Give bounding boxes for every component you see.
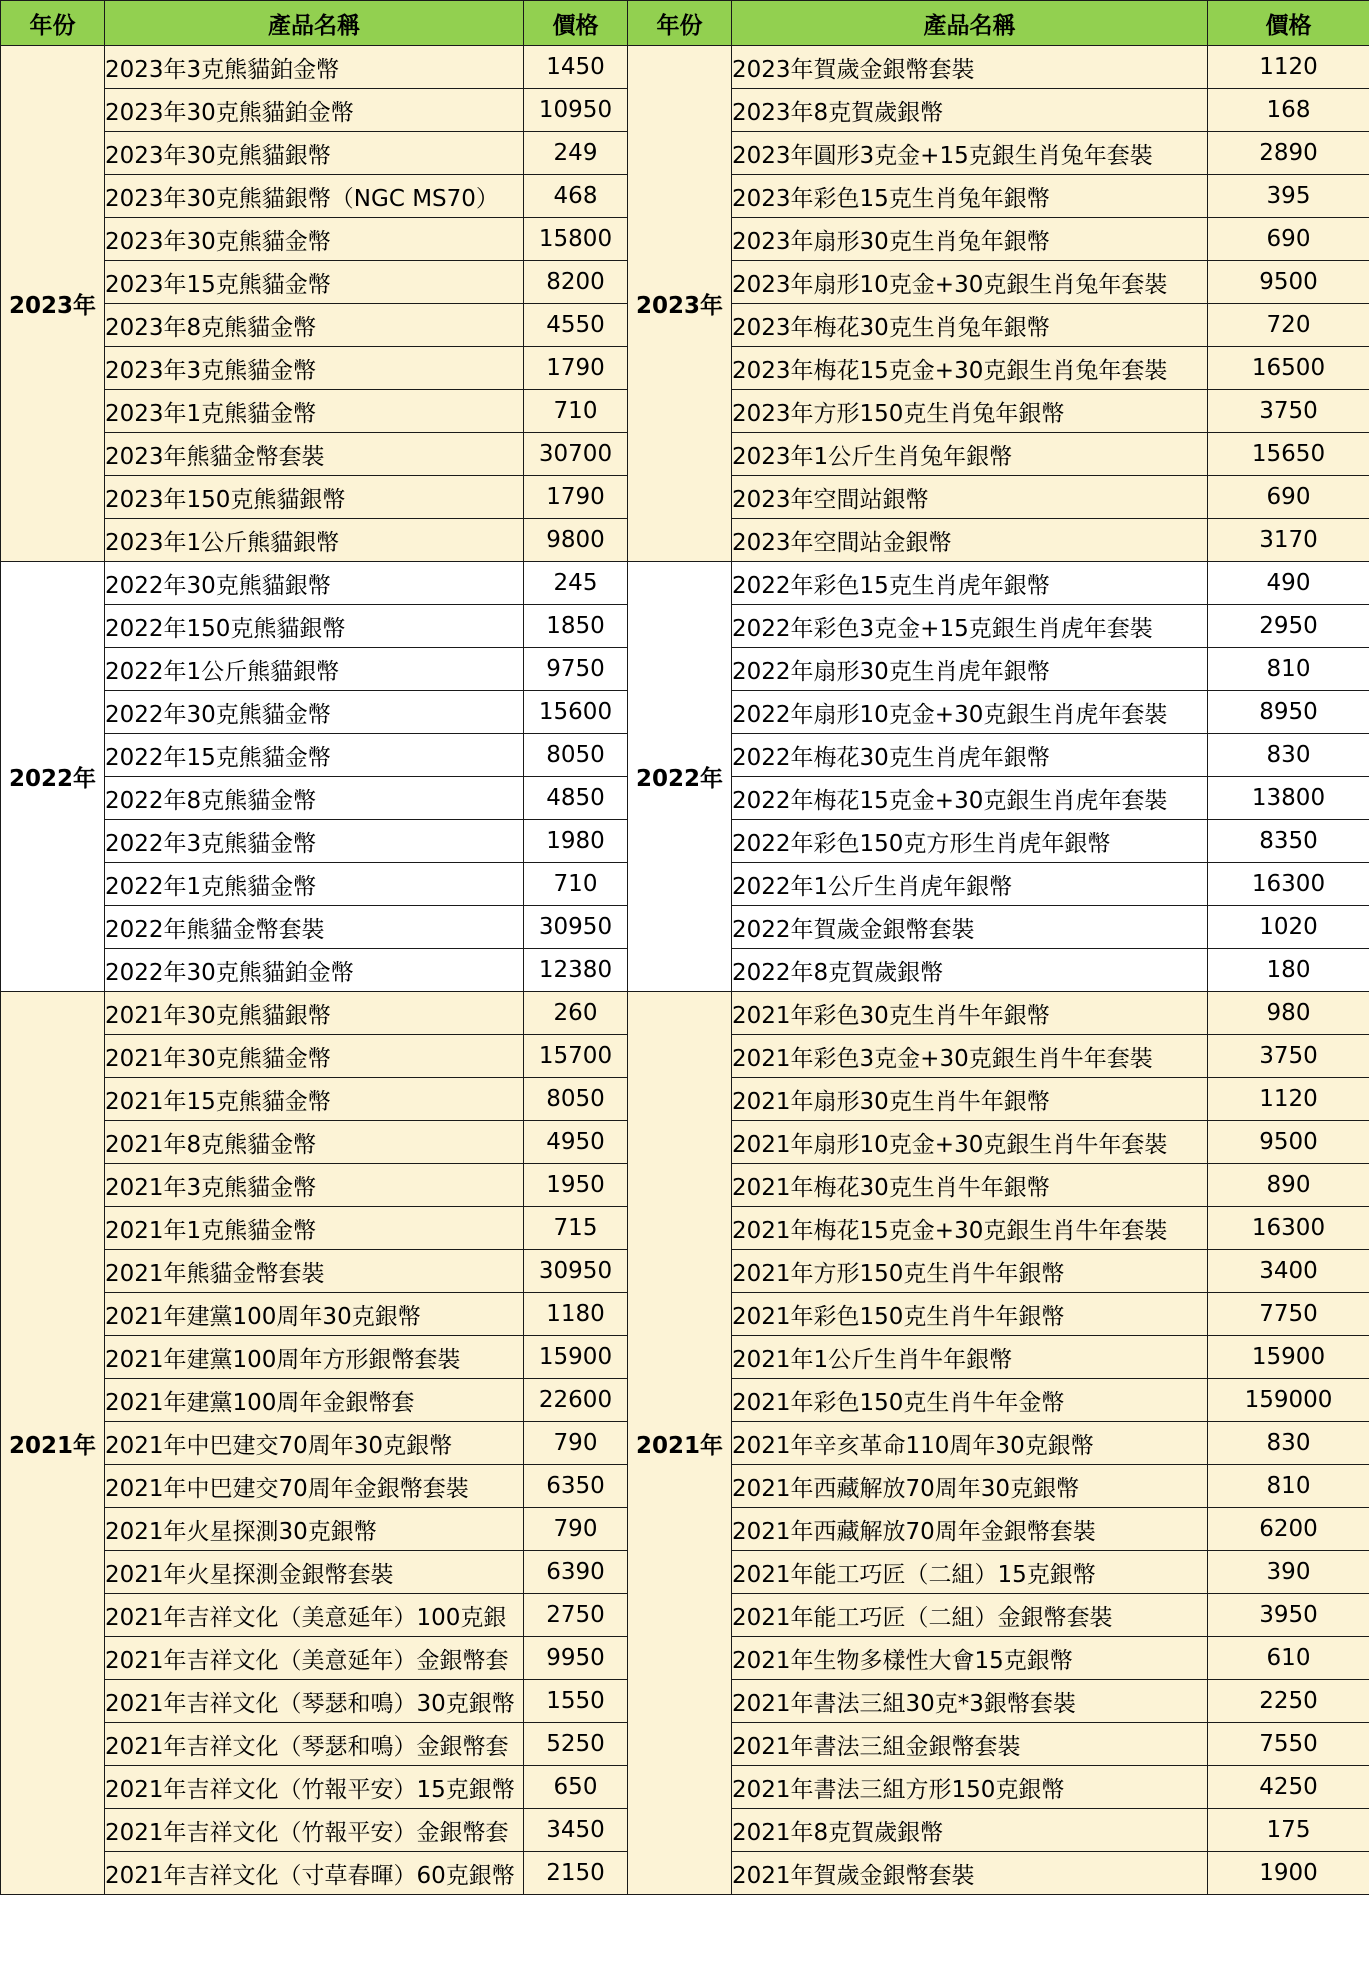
- product-name-cell-right: 2021年書法三組金銀幣套裝: [732, 1723, 1208, 1766]
- price-cell: 2150: [524, 1852, 628, 1895]
- price-cell: 5250: [524, 1723, 628, 1766]
- product-name-cell: 2021年中巴建交70周年金銀幣套裝: [105, 1465, 524, 1508]
- product-name-cell-right: 2023年梅花30克生肖兔年銀幣: [732, 304, 1208, 347]
- price-cell: 710: [524, 390, 628, 433]
- price-cell: 15900: [524, 1336, 628, 1379]
- price-cell-right: 8950: [1208, 691, 1369, 734]
- header-row: [1, 1, 1369, 46]
- price-cell: 15700: [524, 1035, 628, 1078]
- price-cell-right: 1020: [1208, 906, 1369, 949]
- price-cell-right: 4250: [1208, 1766, 1369, 1809]
- price-cell-right: 1120: [1208, 46, 1369, 89]
- product-name-cell: 2021年吉祥文化（美意延年）100克銀: [105, 1594, 524, 1637]
- product-name-cell: 2022年3克熊貓金幣: [105, 820, 524, 863]
- product-name-cell-right: 2022年梅花15克金+30克銀生肖虎年套裝: [732, 777, 1208, 820]
- price-cell: 6390: [524, 1551, 628, 1594]
- price-cell: 30950: [524, 906, 628, 949]
- product-name-cell: 2021年30克熊貓金幣: [105, 1035, 524, 1078]
- product-name-cell-right: 2022年賀歲金銀幣套裝: [732, 906, 1208, 949]
- product-name-cell-right: 2023年扇形10克金+30克銀生肖兔年套裝: [732, 261, 1208, 304]
- price-cell-right: 175: [1208, 1809, 1369, 1852]
- price-cell: 260: [524, 992, 628, 1035]
- price-cell: 710: [524, 863, 628, 906]
- price-cell: 1550: [524, 1680, 628, 1723]
- product-name-cell: 2022年30克熊貓鉑金幣: [105, 949, 524, 992]
- price-cell-right: 13800: [1208, 777, 1369, 820]
- product-name-cell: 2022年15克熊貓金幣: [105, 734, 524, 777]
- price-cell: 3450: [524, 1809, 628, 1852]
- price-cell-right: 3170: [1208, 519, 1369, 562]
- header-year: 年份: [1, 1, 105, 46]
- product-name-cell-right: 2021年西藏解放70周年金銀幣套裝: [732, 1508, 1208, 1551]
- price-cell: 1180: [524, 1293, 628, 1336]
- price-cell: 650: [524, 1766, 628, 1809]
- product-name-cell: 2021年30克熊貓銀幣: [105, 992, 524, 1035]
- product-name-cell: 2023年3克熊貓鉑金幣: [105, 46, 524, 89]
- price-cell: 790: [524, 1508, 628, 1551]
- product-name-cell-right: 2021年生物多樣性大會15克銀幣: [732, 1637, 1208, 1680]
- product-name-cell-right: 2021年扇形30克生肖牛年銀幣: [732, 1078, 1208, 1121]
- product-name-cell-right: 2023年梅花15克金+30克銀生肖兔年套裝: [732, 347, 1208, 390]
- price-cell: 15800: [524, 218, 628, 261]
- price-cell: 30950: [524, 1250, 628, 1293]
- product-name-cell-right: 2021年8克賀歲銀幣: [732, 1809, 1208, 1852]
- product-name-cell: 2021年吉祥文化（竹報平安）15克銀幣: [105, 1766, 524, 1809]
- price-cell: 2750: [524, 1594, 628, 1637]
- product-name-cell-right: 2021年彩色150克生肖牛年金幣: [732, 1379, 1208, 1422]
- price-cell-right: 16300: [1208, 1207, 1369, 1250]
- table-row: [1, 46, 1369, 89]
- product-name-cell: 2021年8克熊貓金幣: [105, 1121, 524, 1164]
- price-cell: 1790: [524, 347, 628, 390]
- table-row: [1, 562, 1369, 605]
- product-name-cell-right: 2023年扇形30克生肖兔年銀幣: [732, 218, 1208, 261]
- price-cell-right: 390: [1208, 1551, 1369, 1594]
- header-price: 價格: [524, 1, 628, 46]
- product-name-cell-right: 2023年空間站金銀幣: [732, 519, 1208, 562]
- price-cell-right: 6200: [1208, 1508, 1369, 1551]
- price-cell: 4850: [524, 777, 628, 820]
- product-name-cell-right: 2022年梅花30克生肖虎年銀幣: [732, 734, 1208, 777]
- product-name-cell: 2023年30克熊貓鉑金幣: [105, 89, 524, 132]
- product-name-cell-right: 2021年書法三組30克*3銀幣套裝: [732, 1680, 1208, 1723]
- price-cell: 10950: [524, 89, 628, 132]
- product-name-cell-right: 2021年彩色30克生肖牛年銀幣: [732, 992, 1208, 1035]
- product-name-cell: 2023年1克熊貓金幣: [105, 390, 524, 433]
- table-body: [1, 46, 1369, 1895]
- price-cell: 1980: [524, 820, 628, 863]
- price-cell-right: 1900: [1208, 1852, 1369, 1895]
- price-cell: 468: [524, 175, 628, 218]
- price-cell-right: 7750: [1208, 1293, 1369, 1336]
- product-name-cell: 2021年吉祥文化（竹報平安）金銀幣套: [105, 1809, 524, 1852]
- price-cell-right: 490: [1208, 562, 1369, 605]
- price-cell-right: 16300: [1208, 863, 1369, 906]
- price-cell-right: 2950: [1208, 605, 1369, 648]
- product-name-cell-right: 2022年彩色150克方形生肖虎年銀幣: [732, 820, 1208, 863]
- product-name-cell-right: 2022年1公斤生肖虎年銀幣: [732, 863, 1208, 906]
- product-name-cell-right: 2022年扇形30克生肖虎年銀幣: [732, 648, 1208, 691]
- price-cell: 8050: [524, 1078, 628, 1121]
- price-cell-right: 3400: [1208, 1250, 1369, 1293]
- product-name-cell-right: 2023年賀歲金銀幣套裝: [732, 46, 1208, 89]
- price-cell-right: 7550: [1208, 1723, 1369, 1766]
- product-name-cell-right: 2023年彩色15克生肖兔年銀幣: [732, 175, 1208, 218]
- product-name-cell-right: 2021年1公斤生肖牛年銀幣: [732, 1336, 1208, 1379]
- product-name-cell: 2021年火星探測30克銀幣: [105, 1508, 524, 1551]
- price-cell: 9800: [524, 519, 628, 562]
- price-cell: 715: [524, 1207, 628, 1250]
- price-cell-right: 610: [1208, 1637, 1369, 1680]
- product-name-cell-right: 2022年彩色3克金+15克銀生肖虎年套裝: [732, 605, 1208, 648]
- price-cell-right: 1120: [1208, 1078, 1369, 1121]
- product-name-cell-right: 2021年梅花30克生肖牛年銀幣: [732, 1164, 1208, 1207]
- product-name-cell: 2023年8克熊貓金幣: [105, 304, 524, 347]
- price-cell: 1790: [524, 476, 628, 519]
- price-cell: 6350: [524, 1465, 628, 1508]
- product-name-cell: 2021年建黨100周年30克銀幣: [105, 1293, 524, 1336]
- product-name-cell: 2022年150克熊貓銀幣: [105, 605, 524, 648]
- product-name-cell: 2023年30克熊貓金幣: [105, 218, 524, 261]
- product-name-cell-right: 2021年扇形10克金+30克銀生肖牛年套裝: [732, 1121, 1208, 1164]
- product-name-cell: 2023年1公斤熊貓銀幣: [105, 519, 524, 562]
- product-name-cell: 2021年熊貓金幣套裝: [105, 1250, 524, 1293]
- price-cell: 8200: [524, 261, 628, 304]
- product-name-cell: 2021年吉祥文化（寸草春暉）60克銀幣: [105, 1852, 524, 1895]
- product-name-cell: 2021年吉祥文化（美意延年）金銀幣套: [105, 1637, 524, 1680]
- product-name-cell-right: 2023年圓形3克金+15克銀生肖兔年套裝: [732, 132, 1208, 175]
- product-name-cell: 2022年1克熊貓金幣: [105, 863, 524, 906]
- product-name-cell: 2021年吉祥文化（琴瑟和鳴）金銀幣套: [105, 1723, 524, 1766]
- table-row: [1, 992, 1369, 1035]
- price-cell-right: 180: [1208, 949, 1369, 992]
- product-name-cell-right: 2021年方形150克生肖牛年銀幣: [732, 1250, 1208, 1293]
- price-cell: 249: [524, 132, 628, 175]
- price-cell: 9750: [524, 648, 628, 691]
- product-name-cell-right: 2021年彩色150克生肖牛年銀幣: [732, 1293, 1208, 1336]
- year-cell-right: 2021年: [628, 992, 732, 1895]
- price-cell-right: 830: [1208, 734, 1369, 777]
- price-cell-right: 810: [1208, 1465, 1369, 1508]
- product-name-cell: 2022年30克熊貓銀幣: [105, 562, 524, 605]
- price-cell-right: 690: [1208, 476, 1369, 519]
- product-name-cell-right: 2023年1公斤生肖兔年銀幣: [732, 433, 1208, 476]
- header-name-right: 產品名稱: [732, 1, 1208, 46]
- product-name-cell-right: 2021年能工巧匠（二組）金銀幣套裝: [732, 1594, 1208, 1637]
- price-cell-right: 830: [1208, 1422, 1369, 1465]
- year-cell: 2023年: [1, 46, 105, 562]
- product-name-cell-right: 2021年辛亥革命110周年30克銀幣: [732, 1422, 1208, 1465]
- product-name-cell-right: 2021年梅花15克金+30克銀生肖牛年套裝: [732, 1207, 1208, 1250]
- price-cell-right: 890: [1208, 1164, 1369, 1207]
- price-cell: 12380: [524, 949, 628, 992]
- product-name-cell-right: 2021年書法三組方形150克銀幣: [732, 1766, 1208, 1809]
- product-name-cell: 2021年火星探測金銀幣套裝: [105, 1551, 524, 1594]
- price-cell-right: 2250: [1208, 1680, 1369, 1723]
- price-cell-right: 16500: [1208, 347, 1369, 390]
- product-name-cell-right: 2021年賀歲金銀幣套裝: [732, 1852, 1208, 1895]
- price-cell-right: 15650: [1208, 433, 1369, 476]
- product-name-cell: 2023年3克熊貓金幣: [105, 347, 524, 390]
- product-name-cell: 2022年30克熊貓金幣: [105, 691, 524, 734]
- price-cell-right: 3950: [1208, 1594, 1369, 1637]
- price-cell-right: 690: [1208, 218, 1369, 261]
- price-cell-right: 980: [1208, 992, 1369, 1035]
- product-name-cell-right: 2023年方形150克生肖兔年銀幣: [732, 390, 1208, 433]
- price-cell-right: 159000: [1208, 1379, 1369, 1422]
- price-cell: 30700: [524, 433, 628, 476]
- price-cell: 790: [524, 1422, 628, 1465]
- price-cell: 8050: [524, 734, 628, 777]
- product-name-cell: 2021年1克熊貓金幣: [105, 1207, 524, 1250]
- product-name-cell: 2021年15克熊貓金幣: [105, 1078, 524, 1121]
- price-cell: 9950: [524, 1637, 628, 1680]
- year-cell-right: 2023年: [628, 46, 732, 562]
- product-name-cell-right: 2022年8克賀歲銀幣: [732, 949, 1208, 992]
- product-name-cell: 2023年30克熊貓銀幣（NGC MS70）: [105, 175, 524, 218]
- year-cell: 2022年: [1, 562, 105, 992]
- price-cell: 1850: [524, 605, 628, 648]
- product-name-cell-right: 2023年8克賀歲銀幣: [732, 89, 1208, 132]
- product-name-cell: 2023年15克熊貓金幣: [105, 261, 524, 304]
- header-price-right: 價格: [1208, 1, 1369, 46]
- price-cell-right: 9500: [1208, 1121, 1369, 1164]
- product-name-cell: 2021年吉祥文化（琴瑟和鳴）30克銀幣: [105, 1680, 524, 1723]
- product-name-cell: 2022年8克熊貓金幣: [105, 777, 524, 820]
- product-name-cell-right: 2022年扇形10克金+30克銀生肖虎年套裝: [732, 691, 1208, 734]
- price-cell-right: 3750: [1208, 1035, 1369, 1078]
- price-cell-right: 720: [1208, 304, 1369, 347]
- product-name-cell: 2021年中巴建交70周年30克銀幣: [105, 1422, 524, 1465]
- price-cell-right: 2890: [1208, 132, 1369, 175]
- price-cell: 4950: [524, 1121, 628, 1164]
- header-year-right: 年份: [628, 1, 732, 46]
- price-cell: 4550: [524, 304, 628, 347]
- price-cell-right: 395: [1208, 175, 1369, 218]
- price-cell: 1450: [524, 46, 628, 89]
- price-cell: 15600: [524, 691, 628, 734]
- price-cell: 22600: [524, 1379, 628, 1422]
- product-name-cell-right: 2021年西藏解放70周年30克銀幣: [732, 1465, 1208, 1508]
- price-cell-right: 3750: [1208, 390, 1369, 433]
- price-cell-right: 168: [1208, 89, 1369, 132]
- product-name-cell-right: 2022年彩色15克生肖虎年銀幣: [732, 562, 1208, 605]
- product-name-cell: 2022年熊貓金幣套裝: [105, 906, 524, 949]
- year-cell-right: 2022年: [628, 562, 732, 992]
- product-name-cell: 2021年建黨100周年金銀幣套: [105, 1379, 524, 1422]
- product-name-cell: 2022年1公斤熊貓銀幣: [105, 648, 524, 691]
- price-cell-right: 15900: [1208, 1336, 1369, 1379]
- price-cell: 245: [524, 562, 628, 605]
- price-cell: 1950: [524, 1164, 628, 1207]
- product-name-cell-right: 2023年空間站銀幣: [732, 476, 1208, 519]
- year-cell: 2021年: [1, 992, 105, 1895]
- price-cell-right: 810: [1208, 648, 1369, 691]
- product-name-cell: 2021年建黨100周年方形銀幣套裝: [105, 1336, 524, 1379]
- header-name: 產品名稱: [105, 1, 524, 46]
- product-name-cell: 2023年熊貓金幣套裝: [105, 433, 524, 476]
- product-name-cell: 2023年30克熊貓銀幣: [105, 132, 524, 175]
- price-cell-right: 9500: [1208, 261, 1369, 304]
- product-name-cell: 2023年150克熊貓銀幣: [105, 476, 524, 519]
- product-name-cell: 2021年3克熊貓金幣: [105, 1164, 524, 1207]
- product-name-cell-right: 2021年能工巧匠（二組）15克銀幣: [732, 1551, 1208, 1594]
- product-name-cell-right: 2021年彩色3克金+30克銀生肖牛年套裝: [732, 1035, 1208, 1078]
- price-cell-right: 8350: [1208, 820, 1369, 863]
